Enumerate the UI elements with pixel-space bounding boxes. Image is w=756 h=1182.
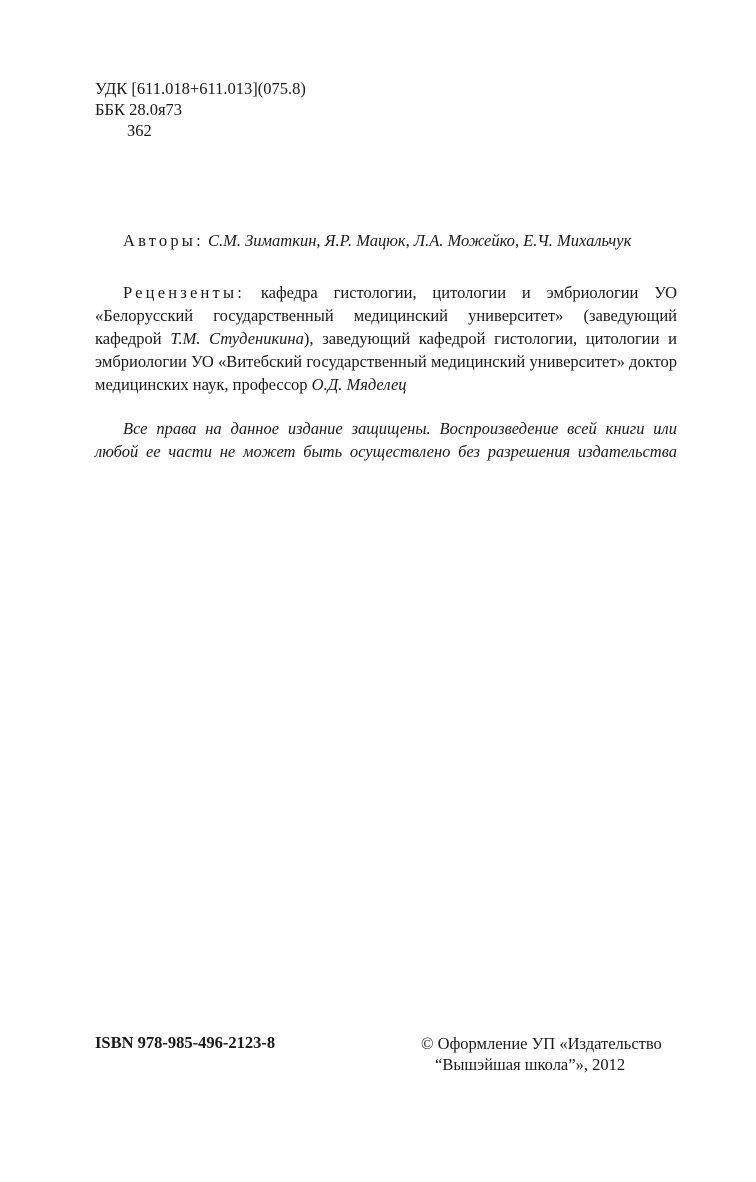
authors-line: Авторы: С.М. Зиматкин, Я.Р. Мацюк, Л.А. Можейко, Е.Ч. Михальчук — [123, 231, 632, 250]
author-mark: З62 — [127, 121, 152, 140]
rights-line: Все права на данное издание защищены. Воспроизведение всей книги или — [123, 419, 677, 438]
copyright-line: © Оформление УП «Издательство — [421, 1034, 662, 1053]
authors-label: Авторы: — [123, 231, 204, 250]
copyright-line: “Вышэйшая школа”», 2012 — [435, 1055, 626, 1074]
author-name: Я.Р. Мацюк — [324, 231, 406, 250]
reviewers-paragraph — [95, 281, 677, 396]
udk-code: УДК [611.018+611.013](075.8) — [95, 79, 306, 98]
rights-line: любой ее части не может быть осуществлено без разрешения издательства — [95, 442, 677, 461]
classification-block — [95, 78, 306, 141]
reviewer-name: О.Д. Мяделец — [311, 375, 407, 394]
author-name: С.М. Зиматкин — [207, 231, 317, 250]
author-name: Е.Ч. Михальчук — [523, 231, 632, 250]
reviewers-text: ), заведующий кафедрой гистологии, цитологии и эмбриологии УО «Витебский государственный медицинский университет» доктор медицинских наук, профессор — [95, 329, 677, 394]
reviewer-name: Т.М. Студеникина — [170, 329, 304, 348]
reviewers-label: Рецензенты: — [123, 283, 246, 302]
rights-notice — [95, 417, 677, 463]
isbn: ISBN 978-985-496-2123-8 — [95, 1033, 276, 1052]
author-name: Л.А. Можейко — [413, 231, 515, 250]
reviewers-text: кафедра гистологии, цитологии и эмбриологии УО «Белорусский государственный медицинский университет» (заведующий кафедрой — [95, 283, 677, 348]
bbk-code: ББК 28.0я73 — [95, 100, 183, 119]
copyright-notice — [421, 1033, 679, 1075]
